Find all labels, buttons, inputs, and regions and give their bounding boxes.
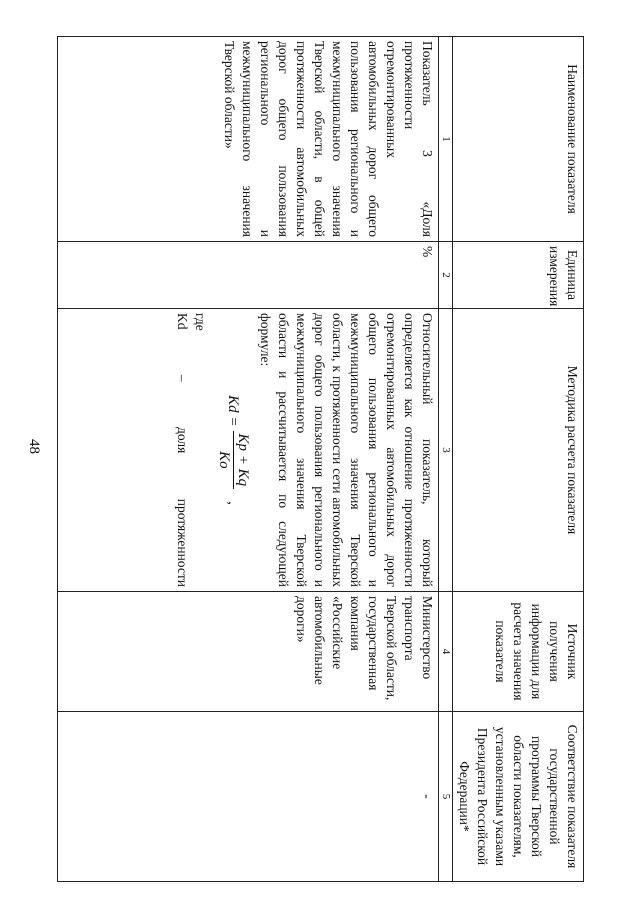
formula-numerator: Kp + Kq [233,431,252,490]
indicator-name-cell: Показатель 3 «Доля протяженности отремонтированных автомобильных дорог общего пользования регионального и межмуниципального значения Тверской области, в общей протяженности автомобильных дорог общего пользования регионального и межмуниципального значения Тверской области» [58,37,439,242]
column-number: 2 [439,242,453,309]
kd-term: Kd [175,313,190,330]
rotated-document [57,36,584,881]
formula-lhs: Kd = [225,395,242,427]
header-unit: Единица измерения [453,242,584,309]
kd-word: протяженности [175,498,190,587]
formula-denominator: Ko [216,451,232,469]
column-number: 3 [439,309,453,592]
kd-word: доля [175,426,190,454]
source-cell: Министерство транспорта Тверской области, государственная компания «Российские автомобильные дороги» [58,592,439,712]
formula [215,313,252,587]
page-number: 48 [26,439,42,454]
unit-cell: % [58,242,439,309]
column-number: 1 [439,37,453,242]
kd-dash: – [175,374,190,382]
column-number: 4 [439,592,453,712]
header-indicator-name: Наименование показателя [453,37,584,242]
header-source: Источник получения информации для расчета значения показателя [453,592,584,712]
header-compliance: Соответствие показателя государственной программы Тверской области показателям, установленным указами Президента Российской Федерации* [453,712,584,882]
column-number-row [439,37,453,882]
indicator-table [57,36,584,882]
table-row [58,37,439,882]
method-text: Относительный показатель, который определяется как отношение протяженности отремонтированных автомобильных дорог общего пользования регионального и межмуниципального значения Тверской области, к протяженности сети автомобильных дорог общего пользования регионального и межмуниципального значения Тверской области и рассчитывается по следующей формуле: [258,313,435,587]
kd-definition [173,313,191,587]
formula-end: , [225,501,242,505]
formula-fraction [215,431,252,490]
column-number: 5 [439,712,453,882]
header-method: Методика расчета показателя [453,309,584,592]
compliance-cell: - [58,712,439,882]
where-label: где [193,313,208,331]
header-row [453,37,584,882]
method-cell [58,309,439,592]
